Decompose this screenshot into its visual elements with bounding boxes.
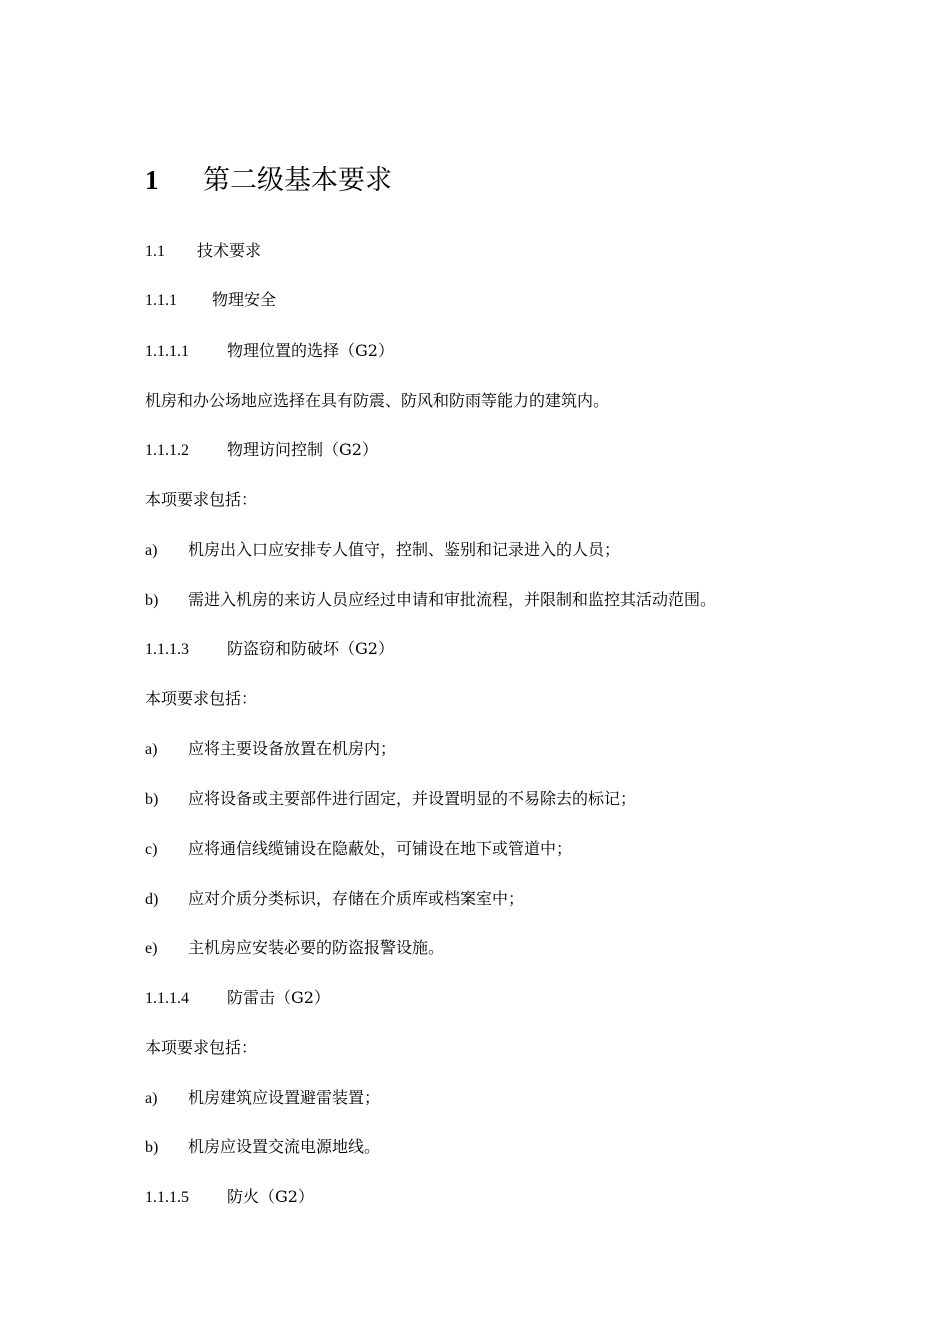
item-number: 1.1.1.2 — [145, 442, 189, 459]
paragraph-intro: 本项要求包括： — [145, 689, 258, 708]
subsection-number: 1.1.1 — [145, 292, 177, 309]
paragraph-intro: 本项要求包括： — [145, 1038, 258, 1057]
list-marker: d) — [145, 891, 159, 908]
item-number: 1.1.1.1 — [145, 343, 189, 360]
list-text: 应将设备或主要部件进行固定，并设置明显的不易除去的标记； — [188, 789, 637, 808]
subsection-heading — [145, 288, 276, 312]
list-item — [145, 1086, 380, 1110]
section-heading — [145, 239, 261, 263]
paragraph-intro: 本项要求包括： — [145, 490, 258, 509]
item-heading — [145, 986, 330, 1010]
list-text: 机房建筑应设置避雷装置； — [188, 1088, 381, 1107]
list-item — [145, 737, 396, 761]
list-marker: a) — [145, 741, 158, 758]
list-item — [145, 588, 716, 612]
item-heading — [145, 1185, 314, 1209]
list-item — [145, 936, 444, 960]
list-text: 应将通信线缆铺设在隐蔽处，可铺设在地下或管道中； — [188, 839, 573, 858]
list-item — [145, 887, 524, 911]
list-marker: e) — [145, 940, 158, 957]
paragraph: 机房和办公场地应选择在具有防震、防风和防雨等能力的建筑内。 — [145, 391, 610, 410]
chapter-number: 1 — [145, 165, 159, 195]
item-title: 防火（G2） — [227, 1187, 314, 1206]
list-text: 机房出入口应安排专人值守，控制、鉴别和记录进入的人员； — [188, 540, 621, 559]
chapter-title: 第二级基本要求 — [203, 165, 392, 196]
item-title: 防雷击（G2） — [227, 988, 330, 1007]
item-number: 1.1.1.3 — [145, 641, 189, 658]
list-item — [145, 1135, 380, 1159]
list-text: 需进入机房的来访人员应经过申请和审批流程，并限制和监控其活动范围。 — [188, 590, 717, 609]
list-marker: a) — [145, 542, 158, 559]
list-marker: b) — [145, 791, 159, 808]
list-text: 机房应设置交流电源地线。 — [188, 1137, 381, 1156]
list-marker: c) — [145, 841, 158, 858]
subsection-title: 物理安全 — [212, 290, 277, 309]
list-text: 应对介质分类标识，存储在介质库或档案室中； — [188, 889, 525, 908]
item-heading — [145, 637, 394, 661]
list-item — [145, 787, 636, 811]
item-number: 1.1.1.4 — [145, 990, 189, 1007]
list-text: 主机房应安装必要的防盗报警设施。 — [188, 938, 445, 957]
section-number: 1.1 — [145, 243, 165, 260]
list-marker: b) — [145, 1139, 159, 1156]
item-title: 物理位置的选择（G2） — [227, 341, 394, 360]
list-marker: a) — [145, 1090, 158, 1107]
list-marker: b) — [145, 592, 159, 609]
section-title: 技术要求 — [197, 241, 262, 260]
list-text: 应将主要设备放置在机房内； — [188, 739, 397, 758]
item-title: 防盗窃和防破坏（G2） — [227, 639, 394, 658]
item-number: 1.1.1.5 — [145, 1189, 189, 1206]
list-item — [145, 538, 620, 562]
list-item — [145, 837, 572, 861]
chapter-heading — [145, 160, 392, 200]
item-heading — [145, 438, 378, 462]
item-title: 物理访问控制（G2） — [227, 440, 378, 459]
item-heading — [145, 339, 394, 363]
